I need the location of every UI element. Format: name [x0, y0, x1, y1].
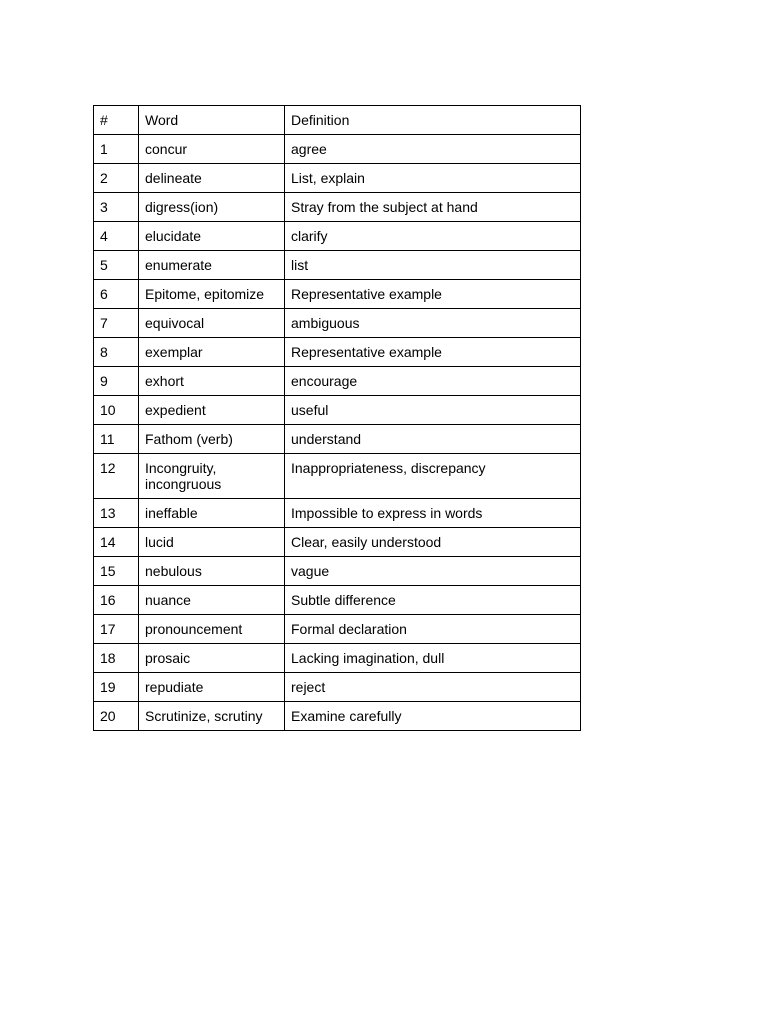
row-number: 13	[94, 499, 139, 528]
table-row	[94, 615, 581, 644]
row-definition: Examine carefully	[285, 702, 581, 731]
row-number: 2	[94, 164, 139, 193]
row-word: nuance	[139, 586, 285, 615]
table-row	[94, 251, 581, 280]
row-word: repudiate	[139, 673, 285, 702]
column-header-number: #	[94, 106, 139, 135]
table-body	[94, 135, 581, 731]
row-word: equivocal	[139, 309, 285, 338]
row-definition: encourage	[285, 367, 581, 396]
row-definition: Impossible to express in words	[285, 499, 581, 528]
row-definition: Inappropriateness, discrepancy	[285, 454, 581, 499]
table-header-row	[94, 106, 581, 135]
table-row	[94, 702, 581, 731]
row-word: digress(ion)	[139, 193, 285, 222]
row-definition: reject	[285, 673, 581, 702]
row-number: 12	[94, 454, 139, 499]
row-number: 17	[94, 615, 139, 644]
row-word: elucidate	[139, 222, 285, 251]
row-number: 14	[94, 528, 139, 557]
row-word: exemplar	[139, 338, 285, 367]
table-row	[94, 528, 581, 557]
row-word: concur	[139, 135, 285, 164]
table-row	[94, 280, 581, 309]
row-number: 20	[94, 702, 139, 731]
row-definition: ambiguous	[285, 309, 581, 338]
row-definition: List, explain	[285, 164, 581, 193]
row-number: 10	[94, 396, 139, 425]
row-definition: Clear, easily understood	[285, 528, 581, 557]
row-number: 15	[94, 557, 139, 586]
row-number: 6	[94, 280, 139, 309]
vocabulary-table	[93, 105, 581, 731]
table-row	[94, 644, 581, 673]
table-row	[94, 586, 581, 615]
row-definition: Lacking imagination, dull	[285, 644, 581, 673]
row-word: enumerate	[139, 251, 285, 280]
row-word: nebulous	[139, 557, 285, 586]
row-number: 8	[94, 338, 139, 367]
row-word: ineffable	[139, 499, 285, 528]
row-word: lucid	[139, 528, 285, 557]
table-row	[94, 309, 581, 338]
row-number: 1	[94, 135, 139, 164]
row-definition: Subtle difference	[285, 586, 581, 615]
column-header-definition: Definition	[285, 106, 581, 135]
row-word: Epitome, epitomize	[139, 280, 285, 309]
row-definition: agree	[285, 135, 581, 164]
row-number: 9	[94, 367, 139, 396]
table-row	[94, 396, 581, 425]
row-number: 4	[94, 222, 139, 251]
table-row	[94, 222, 581, 251]
table-row	[94, 557, 581, 586]
table-row	[94, 454, 581, 499]
row-definition: list	[285, 251, 581, 280]
table-row	[94, 193, 581, 222]
row-definition: Representative example	[285, 338, 581, 367]
table-row	[94, 135, 581, 164]
row-definition: clarify	[285, 222, 581, 251]
row-number: 11	[94, 425, 139, 454]
row-word: pronouncement	[139, 615, 285, 644]
row-number: 19	[94, 673, 139, 702]
row-number: 16	[94, 586, 139, 615]
row-definition: Formal declaration	[285, 615, 581, 644]
table-row	[94, 367, 581, 396]
table-row	[94, 164, 581, 193]
table-row	[94, 425, 581, 454]
row-word: prosaic	[139, 644, 285, 673]
row-word: Scrutinize, scrutiny	[139, 702, 285, 731]
row-definition: understand	[285, 425, 581, 454]
row-definition: useful	[285, 396, 581, 425]
table-row	[94, 673, 581, 702]
row-number: 18	[94, 644, 139, 673]
row-number: 7	[94, 309, 139, 338]
row-word: delineate	[139, 164, 285, 193]
row-word: Incongruity, incongruous	[139, 454, 285, 499]
column-header-word: Word	[139, 106, 285, 135]
row-definition: vague	[285, 557, 581, 586]
table-row	[94, 499, 581, 528]
row-definition: Representative example	[285, 280, 581, 309]
row-number: 3	[94, 193, 139, 222]
row-word: exhort	[139, 367, 285, 396]
row-definition: Stray from the subject at hand	[285, 193, 581, 222]
row-word: Fathom (verb)	[139, 425, 285, 454]
row-number: 5	[94, 251, 139, 280]
row-word: expedient	[139, 396, 285, 425]
table-row	[94, 338, 581, 367]
